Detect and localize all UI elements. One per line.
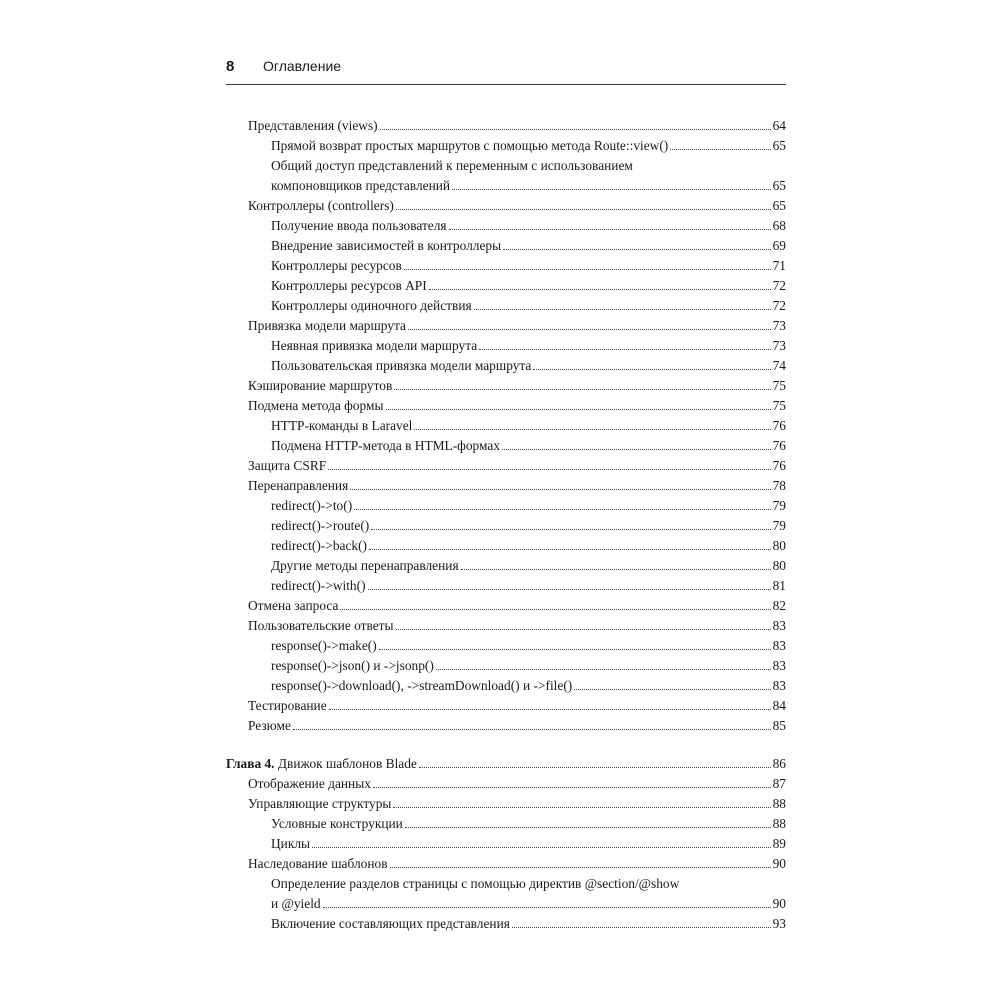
toc-entry-page: 93 <box>772 916 786 931</box>
toc-entry-displaying-data[interactable] <box>226 774 786 794</box>
toc-entry-title: Пользовательские ответы <box>248 618 394 633</box>
toc-entry-title: Прямой возврат простых маршрутов с помощью метода Route::view() <box>271 138 669 153</box>
toc-entry-page: 90 <box>772 896 786 911</box>
toc-entry-page: 90 <box>772 856 786 871</box>
toc-entry-page: 76 <box>772 418 786 433</box>
toc-entry-title-line1: Определение разделов страницы с помощью директив @section/@show <box>271 876 680 891</box>
toc-entry-title-line2: компоновщиков представлений <box>271 178 451 193</box>
toc-entry-page: 89 <box>772 836 786 851</box>
toc-entry-page: 78 <box>772 478 786 493</box>
toc-entry-page: 72 <box>772 298 786 313</box>
toc-entry-page: 86 <box>772 756 786 771</box>
dot-leader <box>371 529 770 530</box>
dot-leader <box>474 309 771 310</box>
toc-entry-title: Наследование шаблонов <box>248 856 388 871</box>
toc-entry-page: 82 <box>772 598 786 613</box>
toc-entry-csrf-protection[interactable] <box>226 456 786 476</box>
toc-entry-title: Получение ввода пользователя <box>271 218 447 233</box>
toc-entry-single-action-controllers[interactable] <box>226 296 786 316</box>
toc-entry-page: 75 <box>772 378 786 393</box>
dot-leader <box>323 907 771 908</box>
toc-entry-title: Циклы <box>271 836 311 851</box>
dot-leader <box>328 469 770 470</box>
dot-leader <box>512 927 771 928</box>
toc-entry-title: Другие методы перенаправления <box>271 558 459 573</box>
toc-entry-title-line2: и @yield <box>271 896 321 911</box>
dot-leader <box>340 609 770 610</box>
dot-leader <box>436 669 771 670</box>
toc-entry-title: Внедрение зависимостей в контроллеры <box>271 238 502 253</box>
toc-entry-title: response()->make() <box>271 638 377 653</box>
toc-entry-control-structures[interactable] <box>226 794 786 814</box>
toc-entry-template-inheritance[interactable] <box>226 854 786 874</box>
toc-entry-title: Контроллеры одиночного действия <box>271 298 472 313</box>
toc-entry-loops[interactable] <box>226 834 786 854</box>
toc-entry-testing[interactable] <box>226 696 786 716</box>
toc-entry-page: 64 <box>772 118 786 133</box>
toc-entry-http-verbs[interactable] <box>226 416 786 436</box>
toc-entry-response-json[interactable] <box>226 656 786 676</box>
running-header <box>226 58 786 84</box>
dot-leader <box>452 189 771 190</box>
toc-entry-page: 75 <box>772 398 786 413</box>
toc-entry-page: 87 <box>772 776 786 791</box>
toc-entry-abort-request[interactable] <box>226 596 786 616</box>
dot-leader <box>293 729 771 730</box>
chapter-label: Глава 4. <box>226 756 275 771</box>
toc-entry-page: 80 <box>772 538 786 553</box>
toc-entry-conditionals[interactable] <box>226 814 786 834</box>
dot-leader <box>408 329 771 330</box>
toc-entry-title: Резюме <box>248 718 291 733</box>
dot-leader <box>429 289 771 290</box>
toc-entry-page: 88 <box>772 816 786 831</box>
dot-leader <box>380 129 771 130</box>
toc-entry-route-caching[interactable] <box>226 376 786 396</box>
toc-entry-title: response()->json() и ->jsonp() <box>271 658 434 673</box>
toc-entry-views[interactable] <box>226 116 786 136</box>
toc-entry-page: 72 <box>772 278 786 293</box>
toc-entry-page: 79 <box>772 518 786 533</box>
table-of-contents <box>226 116 786 934</box>
dot-leader <box>373 787 771 788</box>
toc-entry-title: Контроллеры (controllers) <box>248 198 394 213</box>
dot-leader <box>393 807 770 808</box>
toc-entry-page: 76 <box>772 458 786 473</box>
toc-entry-page: 65 <box>772 198 786 213</box>
toc-entry-chapter-4[interactable] <box>226 754 786 774</box>
toc-entry-page: 81 <box>772 578 786 593</box>
toc-entry-title: Отмена запроса <box>248 598 339 613</box>
toc-entry-page: 83 <box>772 638 786 653</box>
dot-leader <box>449 229 771 230</box>
page-number: 8 <box>226 58 235 75</box>
toc-entry-user-input[interactable] <box>226 216 786 236</box>
toc-entry-page: 73 <box>772 338 786 353</box>
toc-entry-title: Включение составляющих представления <box>271 916 510 931</box>
toc-entry-custom-binding[interactable] <box>226 356 786 376</box>
toc-entry-page: 80 <box>772 558 786 573</box>
toc-entry-title: Контроллеры ресурсов <box>271 258 402 273</box>
dot-leader <box>329 709 771 710</box>
toc-entry-other-redirect-methods[interactable] <box>226 556 786 576</box>
toc-entry-title: Подмена HTTP-метода в HTML-формах <box>271 438 501 453</box>
toc-entry-title: Подмена метода формы <box>248 398 384 413</box>
toc-entry-page: 65 <box>772 138 786 153</box>
toc-entry-view-composers[interactable] <box>226 156 786 196</box>
toc-entry-page: 83 <box>772 678 786 693</box>
toc-entry-title: Пользовательская привязка модели маршрута <box>271 358 532 373</box>
dot-leader <box>390 867 771 868</box>
dot-leader <box>379 649 771 650</box>
toc-entry-controllers[interactable] <box>226 196 786 216</box>
toc-entry-page: 88 <box>772 796 786 811</box>
toc-entry-section-show-yield[interactable] <box>226 874 786 914</box>
toc-entry-redirect-back[interactable] <box>226 536 786 556</box>
toc-entry-page: 76 <box>772 438 786 453</box>
toc-entry-title: Отображение данных <box>248 776 371 791</box>
toc-entry-page: 68 <box>772 218 786 233</box>
toc-entry-title: Неявная привязка модели маршрута <box>271 338 478 353</box>
toc-entry-page: 73 <box>772 318 786 333</box>
dot-leader <box>368 589 771 590</box>
toc-entry-route-model-binding[interactable] <box>226 316 786 336</box>
toc-entry-title: redirect()->route() <box>271 518 370 533</box>
toc-entry-title: Движок шаблонов Blade <box>277 756 417 771</box>
dot-leader <box>396 209 771 210</box>
toc-entry-implicit-binding[interactable] <box>226 336 786 356</box>
toc-entry-page: 74 <box>772 358 786 373</box>
toc-entry-title: Защита CSRF <box>248 458 327 473</box>
toc-entry-including-view-partials[interactable] <box>226 914 786 934</box>
toc-entry-response-make[interactable] <box>226 636 786 656</box>
toc-entry-title: response()->download(), ->streamDownload() и ->file() <box>271 678 573 693</box>
dot-leader <box>574 689 770 690</box>
running-header-title: Оглавление <box>263 58 342 74</box>
dot-leader <box>369 549 771 550</box>
dot-leader <box>419 767 771 768</box>
toc-entry-title: redirect()->with() <box>271 578 366 593</box>
dot-leader <box>350 489 770 490</box>
toc-entry-page: 69 <box>772 238 786 253</box>
toc-entry-page: 83 <box>772 658 786 673</box>
toc-entry-redirects[interactable] <box>226 476 786 496</box>
dot-leader <box>394 389 770 390</box>
toc-entry-summary[interactable] <box>226 716 786 736</box>
header-rule <box>226 84 786 85</box>
dot-leader <box>670 149 770 150</box>
dot-leader <box>461 569 771 570</box>
toc-entry-title: Тестирование <box>248 698 327 713</box>
dot-leader <box>404 269 771 270</box>
toc-entry-title: Кэширование маршрутов <box>248 378 393 393</box>
toc-entry-api-resource-controllers[interactable] <box>226 276 786 296</box>
dot-leader <box>354 509 770 510</box>
toc-entry-page: 85 <box>772 718 786 733</box>
chapter-gap <box>226 736 786 754</box>
dot-leader <box>386 409 771 410</box>
toc-entry-title: Условные конструкции <box>271 816 403 831</box>
toc-entry-page: 71 <box>772 258 786 273</box>
toc-entry-custom-responses[interactable] <box>226 616 786 636</box>
toc-entry-response-download[interactable] <box>226 676 786 696</box>
dot-leader <box>405 827 771 828</box>
toc-entry-title: redirect()->back() <box>271 538 368 553</box>
toc-entry-resource-controllers[interactable] <box>226 256 786 276</box>
toc-entry-title: Управляющие структуры <box>248 796 392 811</box>
toc-entry-form-method-spoofing[interactable] <box>226 396 786 416</box>
toc-entry-page: 79 <box>772 498 786 513</box>
toc-entry-redirect-with[interactable] <box>226 576 786 596</box>
toc-entry-dependency-injection[interactable] <box>226 236 786 256</box>
toc-entry-http-method-spoofing[interactable] <box>226 436 786 456</box>
dot-leader <box>414 429 770 430</box>
toc-entry-title: Контроллеры ресурсов API <box>271 278 427 293</box>
dot-leader <box>479 349 770 350</box>
dot-leader <box>312 847 771 848</box>
toc-entry-title: redirect()->to() <box>271 498 353 513</box>
toc-entry-page: 65 <box>772 178 786 193</box>
toc-entry-title-line1: Общий доступ представлений к переменным с использованием <box>271 158 633 173</box>
toc-entry-page: 84 <box>772 698 786 713</box>
toc-entry-title: Представления (views) <box>248 118 378 133</box>
dot-leader <box>533 369 770 370</box>
toc-entry-title: Привязка модели маршрута <box>248 318 406 333</box>
toc-entry-page: 83 <box>772 618 786 633</box>
toc-entry-redirect-to[interactable] <box>226 496 786 516</box>
dot-leader <box>503 249 770 250</box>
dot-leader <box>502 449 771 450</box>
toc-entry-redirect-route[interactable] <box>226 516 786 536</box>
toc-entry-route-view[interactable] <box>226 136 786 156</box>
toc-entry-title: HTTP-команды в Laravel <box>271 418 413 433</box>
dot-leader <box>396 629 771 630</box>
toc-entry-title: Перенаправления <box>248 478 349 493</box>
